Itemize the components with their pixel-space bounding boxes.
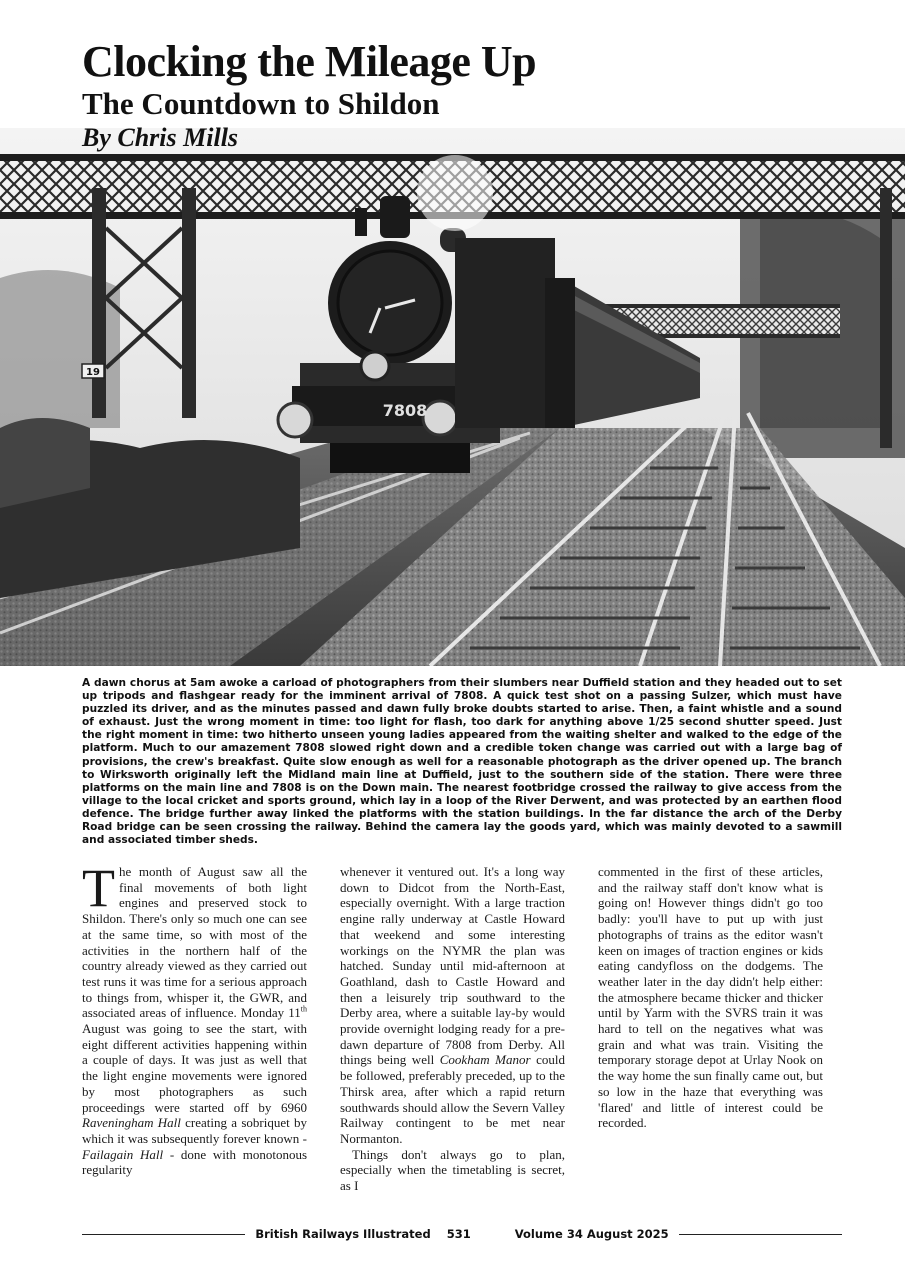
body-column-2 (340, 864, 565, 1194)
body-column-3 (598, 864, 823, 1131)
body-text: August was going to see the start, with eight different activities happening within a couple of days. It was just as well that the light engine movements were ignored by most photographers as such proceedings were started off by 6960 (82, 1021, 307, 1115)
drop-cap: T (82, 858, 115, 918)
body-text: could be followed, preferably preceded, up to the Thirsk area, after which a rapid return southwards should allow the Severn Valley Railway contingent to be met near Normanton. (340, 1052, 566, 1146)
locomotive-photo (0, 128, 905, 666)
article-subtitle: The Countdown to Shildon (82, 86, 440, 121)
loco-nickname: Failagain Hall (82, 1146, 164, 1162)
footer-page-number: 531 (446, 1227, 471, 1241)
body-paragraph: Things don't always go to plan, especially when the timetabling is secret, as I (340, 1146, 565, 1194)
body-text: he month of August saw all the final movements of both light engines and preserved stock to Shildon. There's only so much one can see at the same time, so with most of the activities in the northern half of the country already viewed as they carried out test runs it was time for a serious approach to things from, whisper it, the GWR, and associated areas of influence. Monday 11 (82, 864, 307, 1021)
page-footer (82, 1224, 842, 1244)
loco-name: Raveningham Hall (82, 1115, 181, 1131)
bridge-sign-number: 19 (86, 367, 100, 378)
loco-number: 7808 (382, 401, 428, 420)
footer-rule-right (679, 1234, 842, 1235)
ordinal-suffix: th (300, 1005, 307, 1014)
footer-publication: British Railways Illustrated (255, 1227, 431, 1241)
body-column-1 (82, 858, 308, 1178)
photo-caption: A dawn chorus at 5am awoke a carload of photographers from their slumbers near Duffield station and they headed out to set up tripods and flashgear ready for the imminent arrival of 7808. A quick test shot on a passing Sulzer, which must have puzzled its driver, and as the minutes passed and dawn fully broke doubts started to arise. Then, a faint whistle and a sound of exhaust. Just the wrong moment in time: too light for flash, too dark for anything above 1/25 second shutter speed. Just the right moment in time: two hitherto unseen young ladies appeared from the waiting shelter and walked to the edge of the platform. Much to our amazement 7808 slowed right down and a credible token change was carried out with a large bag of provisions, the crew's breakfast. Quite slow enough as well for a reasonable photograph as the driver opened up. The branch to Wirksworth originally left the Midland main line at Duffield, just to the southern side of the station. There were three platforms on the main line and 7808 is on the Down main. The nearest footbridge crossed the railway to give access from the village to the local cricket and sports ground, which lay in a loop of the River Derwent, and was protected by an earthen flood defence. The bridge further away linked the platforms with the station buildings. In the far distance the arch of the Derby Road bridge can be seen crossing the railway. Behind the camera lay the goods yard, which was mainly devoted to a sawmill and associated timber sheds. (82, 677, 842, 847)
loco-name: Cookham Manor (439, 1052, 531, 1068)
body-text: - done with monotonous regularity (82, 1146, 308, 1178)
body-text: whenever it ventured out. It's a long way down to Didcot from the North-East, especially overnight. With a large traction engine rally underway at Castle Howard that weekend and some interesting workings on the NYMR the plan was hatched. Sunday until mid-afternoon at Goathland, dash to Castle Howard and then a leisurely trip southward to the Derby area, where a suitable lay-by would provide overnight lodging ready for a pre-dawn departure of 7808 from Derby. All things being well (340, 864, 565, 1068)
footer-volume: Volume 34 August 2025 (514, 1227, 669, 1241)
body-text: creating a sobriquet by which it was subsequently forever known - (82, 1115, 308, 1146)
article-byline: By Chris Mills (82, 123, 239, 152)
footer-rule-left (82, 1234, 245, 1235)
article-title: Clocking the Mileage Up (82, 37, 537, 86)
body-paragraph: commented in the first of these articles, and the railway staff don't know what is going on! However things didn't go too badly: you'll have to put up with just photographs of trains as the editor wasn't keen on images of traction engines or kids eating candyfloss on the dodgems. The weather later in the day didn't help either: the atmosphere became thicker and thicker until by Yarm with the SVRS train it was hard to tell on the negatives what was grain and what was train. Visiting the temporary storage depot at Urlay Nook on the way home the sun finally came out, but so low in the haze that everything was 'flared' and little of interest could be recorded. (598, 864, 823, 1131)
